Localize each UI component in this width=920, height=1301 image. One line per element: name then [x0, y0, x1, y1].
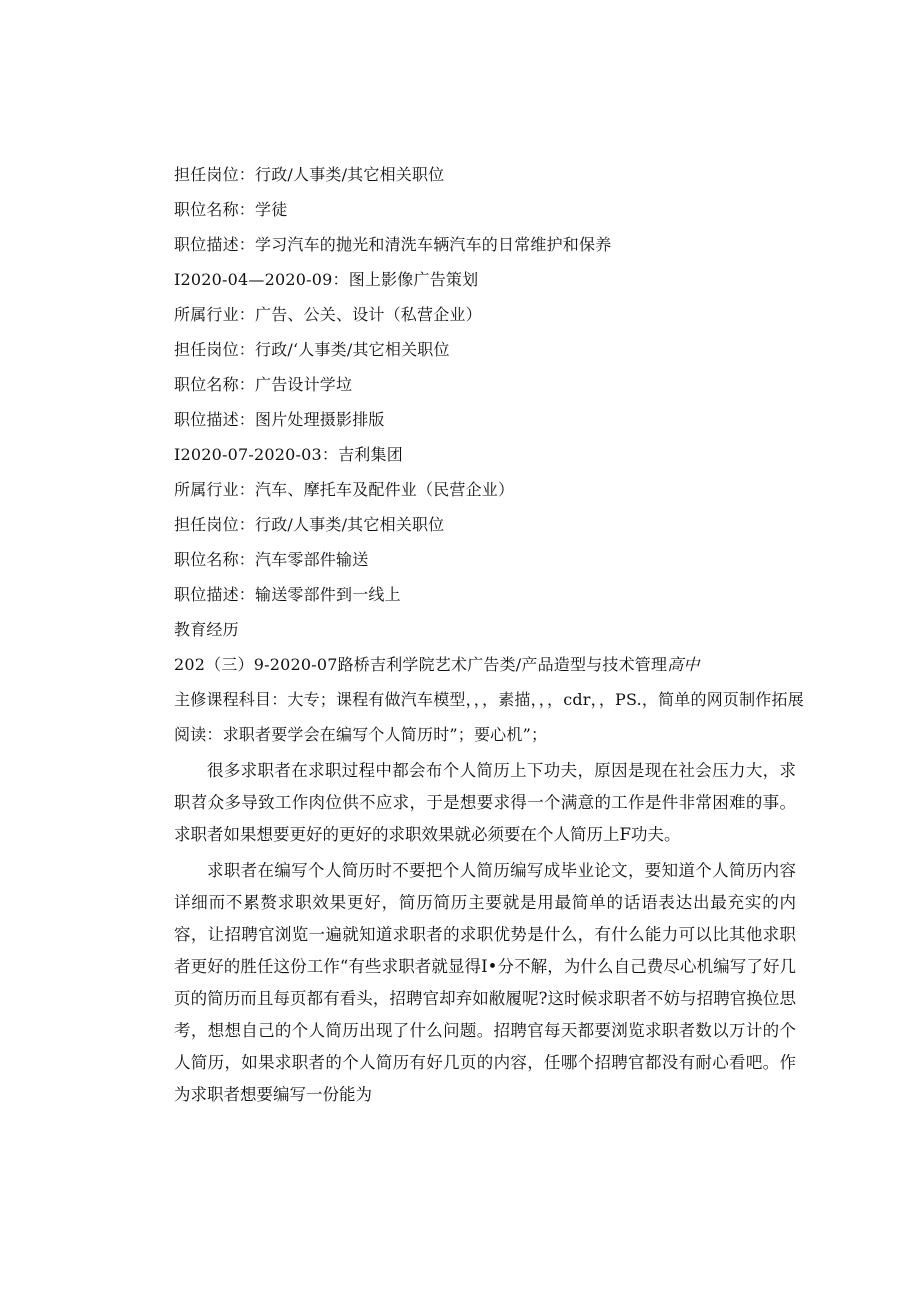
course-line: 主修课程科目：大专；课程有做汽车模型，，，素描，，，cdr，，PS.，简单的网页制作拓展 [174, 690, 804, 709]
education-level: 高中 [667, 655, 700, 674]
job-position-line: 担任岗位：行政/人事类/其它相关职位 [174, 515, 445, 534]
article-paragraph: 求职者在编写个人简历时不要把个人简历编写成毕业论文，要知道个人简历内容详细而不累赘求职效果更好，简历简历主要就是用最简单的话语表达出最充实的内容，让招聘官浏览一遍就知道求职者的求职优势是什么，有什么能力可以比其他求职者更好的胜任这份工作“有些求职者就显得I•分不解，为什么自己费尽心机编写了好几页的简历而且每页都有看头，招聘官却弃如敝履呢?这时候求职者不妨与招聘官换位思考，想想自己的个人简历出现了什么问题。招聘官每天都要浏览求职者数以万计的个人简历，如果求职者的个人简历有好几页的内容，任哪个招聘官都没有耐心看吧。作为求职者想要编写一份能为 [174, 861, 796, 1104]
job-title-line: 职位名称：学徒 [174, 200, 288, 219]
reading-line: 阅读：求职者要学会在编写个人简历时”；要心机”； [174, 725, 548, 744]
industry-line: 所属行业：汽车、摩托车及配件业（民营企业） [174, 480, 515, 499]
education-line [174, 652, 814, 687]
education-detail: 202（三）9-2020-07路桥吉利学院艺术广告类/产品造型与技术管理 [174, 655, 668, 674]
work-period-line: I2020-04—2020-09：图上影像广告策划 [174, 270, 479, 289]
job-position-line: 担任岗位：行政/人事类/其它相关职位 [174, 165, 445, 184]
article-paragraph: 很多求职者在求职过程中都会布个人简历上下功夫，原因是现在社会压力大，求职苕众多导致工作肉位供不应求，于是想要求得一个满意的工作是件非常困难的事。求职者如果想要更好的更好的求职效果就必须要在个人简历上F功夫。 [174, 761, 796, 844]
industry-line: 所属行业：广告、公关、设计（私营企业） [174, 305, 482, 324]
education-heading: 教育经历 [174, 620, 239, 639]
job-title-line: 职位名称：广告设计学垃 [174, 375, 353, 394]
work-period-line: I2020-07-2020-03：吉利集团 [174, 445, 403, 464]
resume-lines [174, 162, 814, 757]
article-body [174, 755, 796, 1115]
job-description-line: 职位描述：输送零部件到一线上 [174, 585, 401, 604]
job-position-line: 担任岗位：行政/‘人事类/其它相关职位 [174, 340, 450, 359]
job-description-line: 职位描述：图片处理摄影排版 [174, 410, 385, 429]
job-description-line: 职位描述：学习汽车的抛光和清洗车辆汽车的日常维护和保养 [174, 235, 612, 254]
job-title-line: 职位名称：汽车零部件输送 [174, 550, 369, 569]
